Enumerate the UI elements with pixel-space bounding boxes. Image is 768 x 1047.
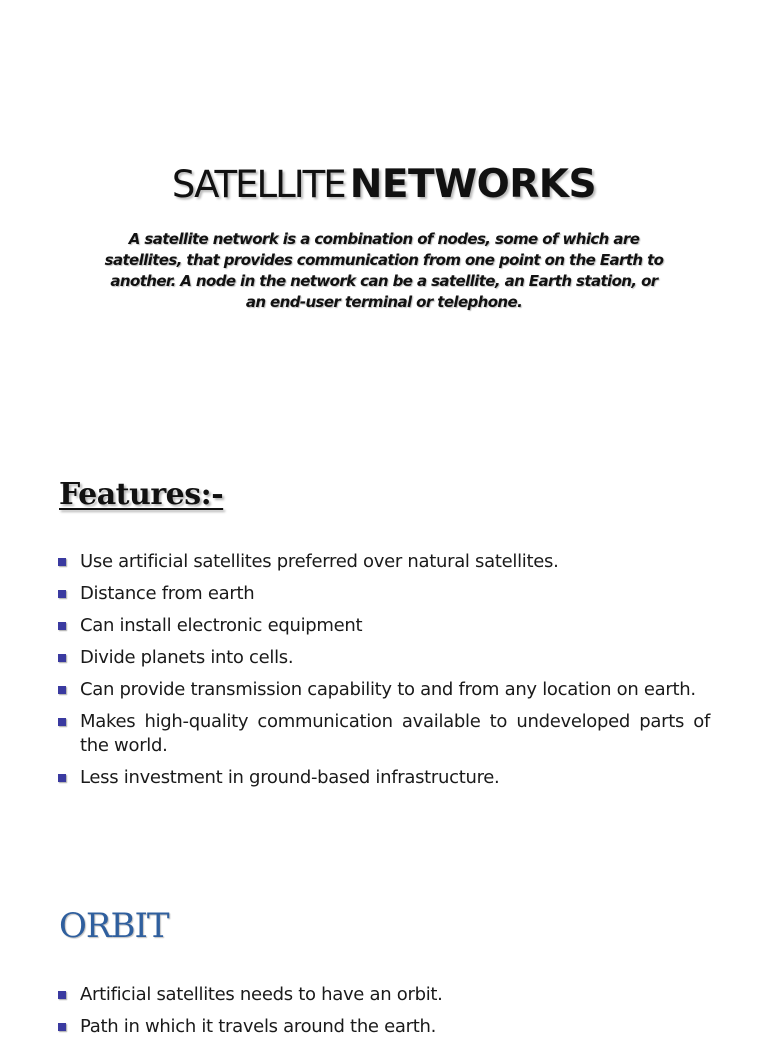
orbit-list xyxy=(58,983,710,1047)
bullet-square-icon xyxy=(58,718,66,726)
list-item-text: Divide planets into cells. xyxy=(80,647,294,668)
list-item xyxy=(58,678,710,702)
list-item xyxy=(58,582,710,606)
bullet-square-icon xyxy=(58,686,66,694)
bullet-square-icon xyxy=(58,1023,66,1031)
bullet-square-icon xyxy=(58,774,66,782)
page-title xyxy=(0,162,768,207)
list-item xyxy=(58,550,710,574)
list-item-text: Can install electronic equipment xyxy=(80,615,363,636)
bullet-square-icon xyxy=(58,622,66,630)
orbit-heading: ORBIT xyxy=(59,906,169,946)
bullet-square-icon xyxy=(58,558,66,566)
list-item xyxy=(58,710,710,758)
list-item-text: Artificial satellites needs to have an orbit. xyxy=(80,984,443,1005)
list-item-text: Use artificial satellites preferred over natural satellites. xyxy=(80,551,559,572)
bullet-square-icon xyxy=(58,991,66,999)
list-item-text: Path in which it travels around the earth. xyxy=(80,1016,437,1037)
title-part-satellite: SATELLITE xyxy=(171,163,345,206)
list-item xyxy=(58,1015,710,1039)
list-item-text: Can provide transmission capability to and from any location on earth. xyxy=(80,679,696,700)
bullet-square-icon xyxy=(58,654,66,662)
list-item xyxy=(58,766,710,790)
list-item-text: Distance from earth xyxy=(80,583,255,604)
bullet-square-icon xyxy=(58,590,66,598)
list-item-text: Makes high-quality communication available to undeveloped parts of the world. xyxy=(80,711,710,756)
features-list xyxy=(58,550,710,798)
features-heading: Features:- xyxy=(59,477,224,512)
intro-paragraph: A satellite network is a combination of nodes, some of which are satellites, that provides communication from one point on the Earth to another. A node in the network can be a satellite, an Earth station, or an end-user terminal or telephone. xyxy=(104,230,664,311)
list-item xyxy=(58,614,710,638)
list-item xyxy=(58,983,710,1007)
list-item-text: Less investment in ground-based infrastructure. xyxy=(80,767,500,788)
title-part-networks: NETWORKS xyxy=(349,162,597,207)
list-item xyxy=(58,646,710,670)
